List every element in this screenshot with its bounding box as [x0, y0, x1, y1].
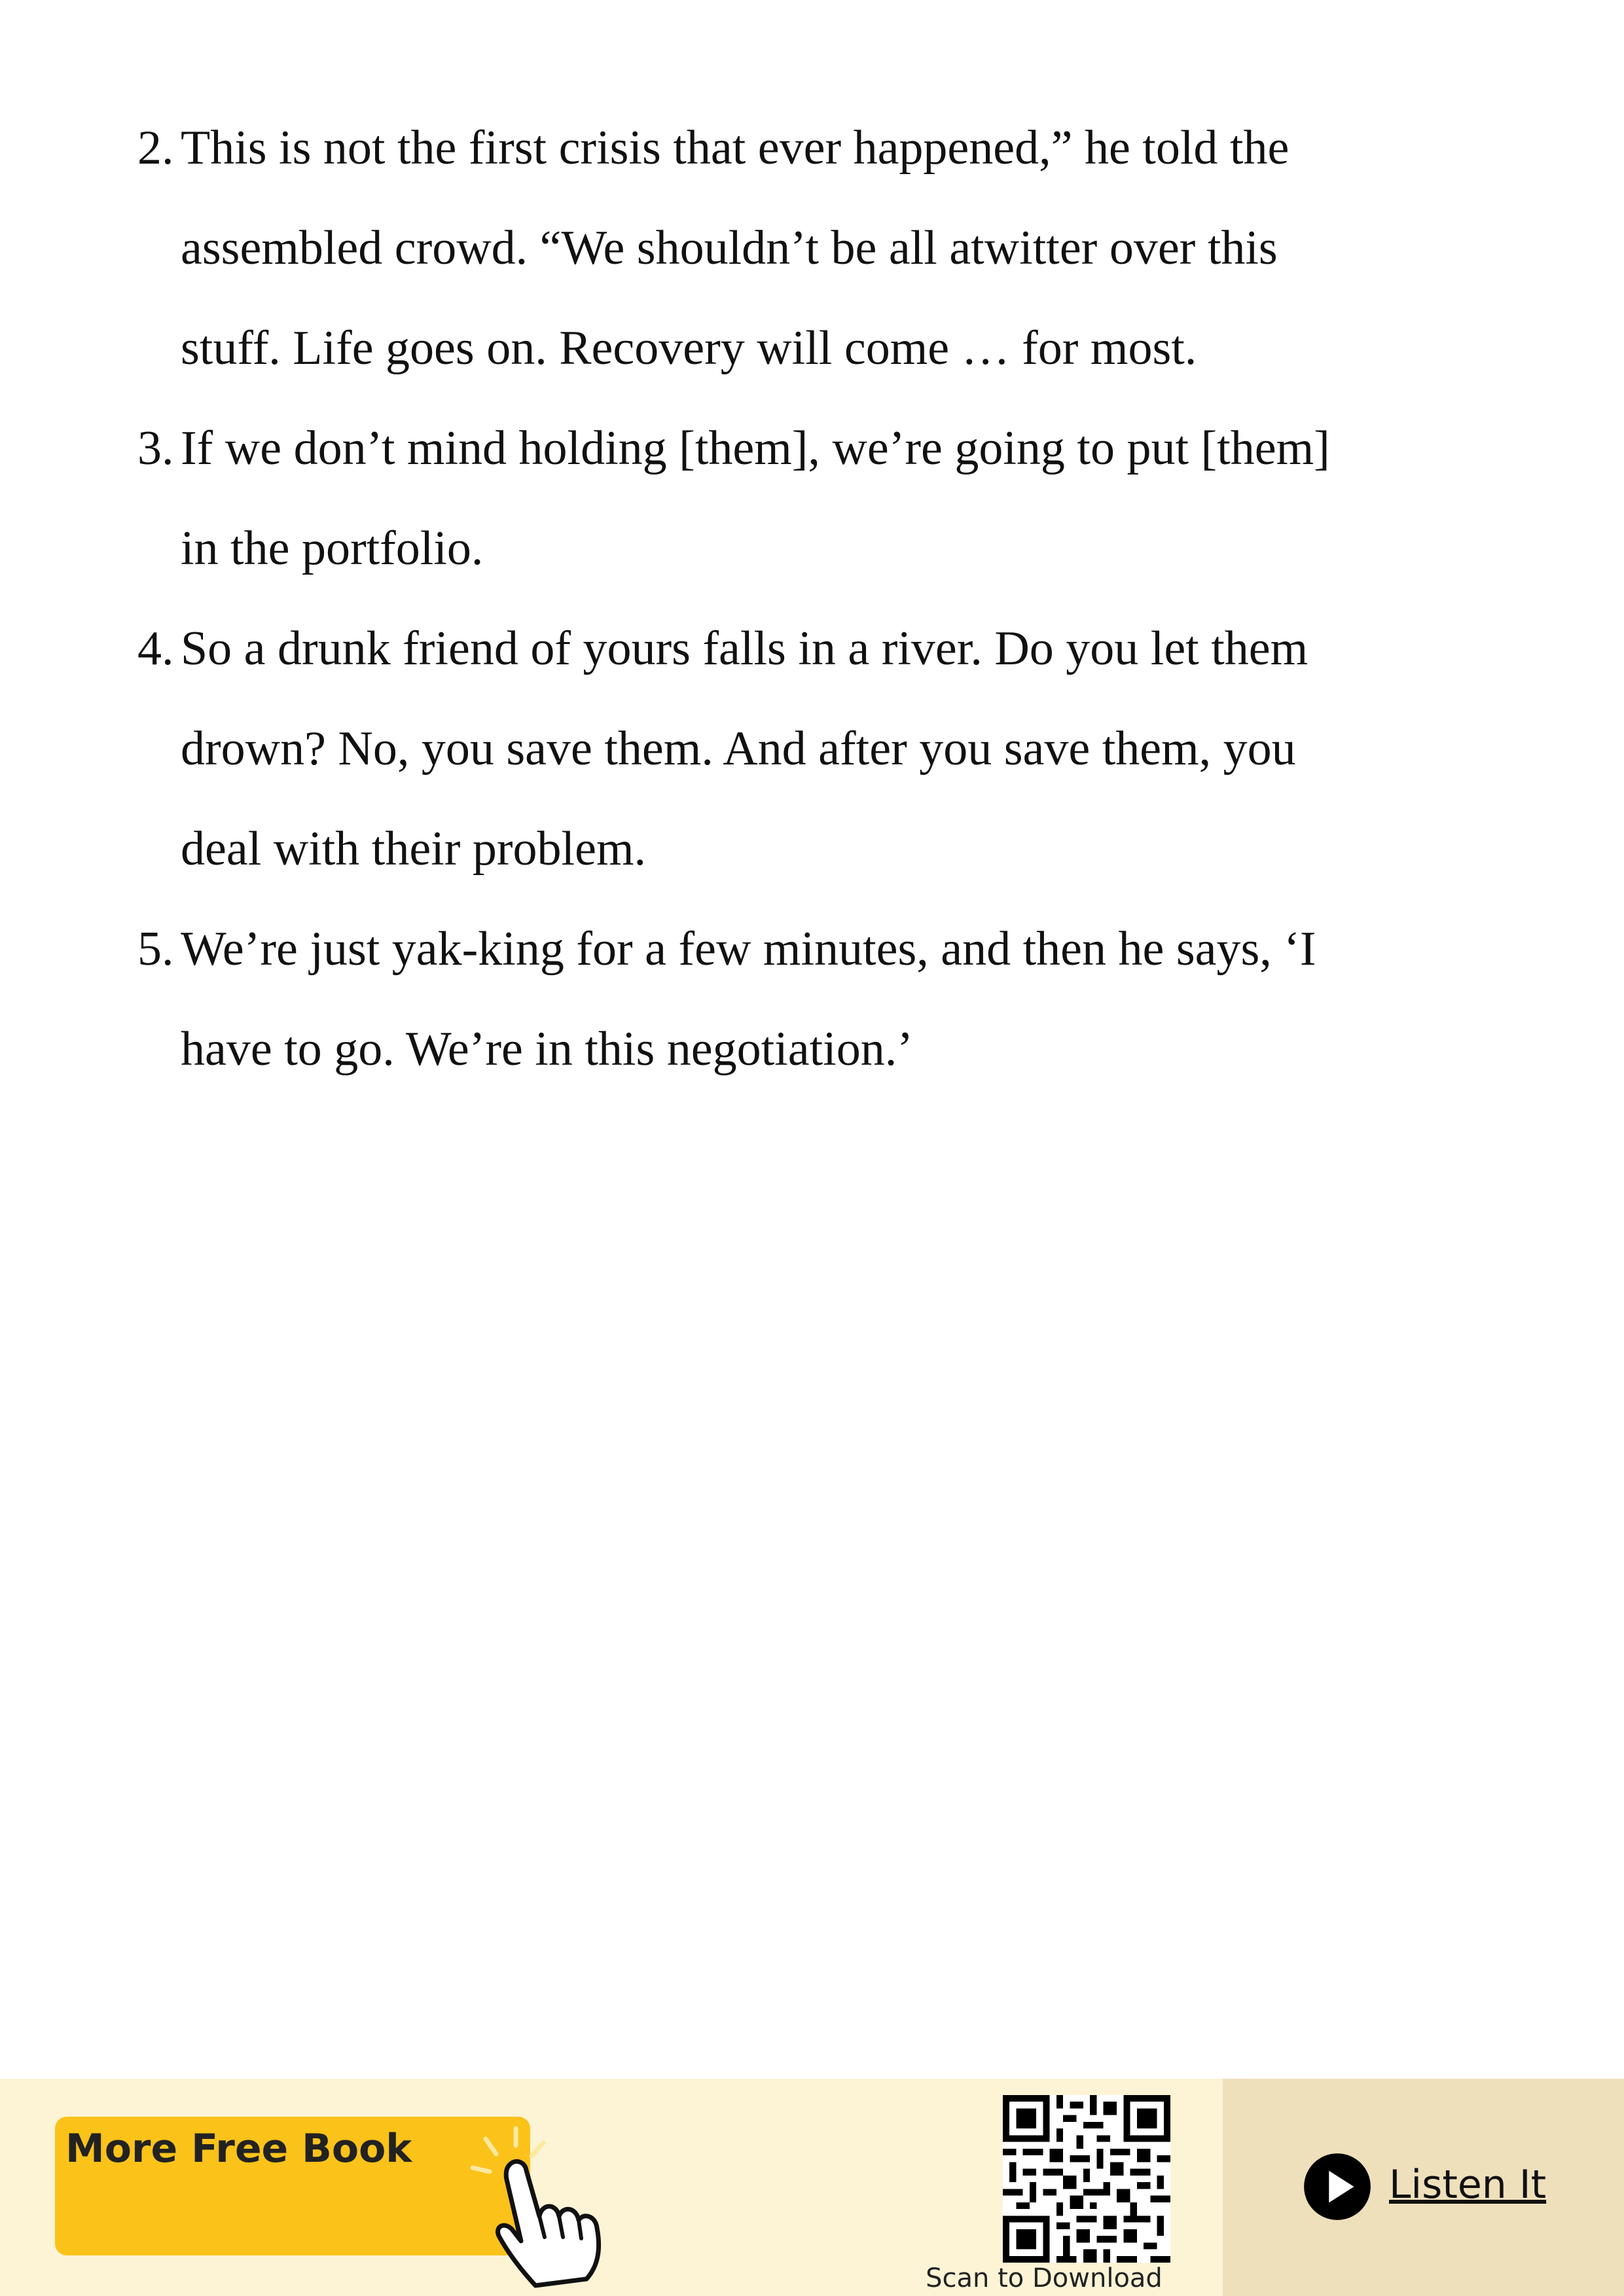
- list-item: [137, 399, 1512, 599]
- item-text: [181, 399, 1512, 599]
- item-text: [181, 899, 1512, 1100]
- text-line: in the portfolio.: [181, 522, 484, 575]
- text-line: So a drunk friend of yours falls in a river. Do you let them: [181, 622, 1308, 675]
- list-item: [137, 599, 1512, 899]
- item-text: [181, 599, 1512, 899]
- qr-code-icon[interactable]: [1003, 2095, 1170, 2263]
- item-number: 5.: [137, 922, 174, 976]
- item-number: 2.: [137, 121, 174, 175]
- quote-list: [137, 98, 1512, 1100]
- listen-it-link[interactable]: Listen It: [1389, 2162, 1547, 2208]
- text-line: stuff. Life goes on. Recovery will come … for most.: [181, 321, 1197, 375]
- text-line: drown? No, you save them. And after you save them, you: [181, 722, 1296, 776]
- scan-to-download-label: Scan to Download: [926, 2263, 1163, 2293]
- text-line: assembled crowd. “We shouldn’t be all atwitter over this: [181, 221, 1278, 275]
- pointing-hand-icon: [458, 2125, 628, 2288]
- text-line: We’re just yak-king for a few minutes, and then he says, ‘I: [181, 922, 1316, 976]
- list-item: [137, 899, 1512, 1100]
- item-text: [181, 98, 1512, 399]
- footer-bar: [0, 2079, 1624, 2296]
- item-number: 4.: [137, 622, 174, 675]
- item-number: 3.: [137, 422, 174, 475]
- text-line: have to go. We’re in this negotiation.’: [181, 1022, 913, 1076]
- list-item: [137, 98, 1512, 399]
- play-icon[interactable]: [1303, 2152, 1372, 2221]
- more-free-book-label[interactable]: More Free Book: [65, 2126, 412, 2172]
- text-line: deal with their problem.: [181, 822, 647, 876]
- text-line: This is not the first crisis that ever happened,” he told the: [181, 121, 1290, 175]
- text-line: If we don’t mind holding [them], we’re going to put [them]: [181, 422, 1330, 475]
